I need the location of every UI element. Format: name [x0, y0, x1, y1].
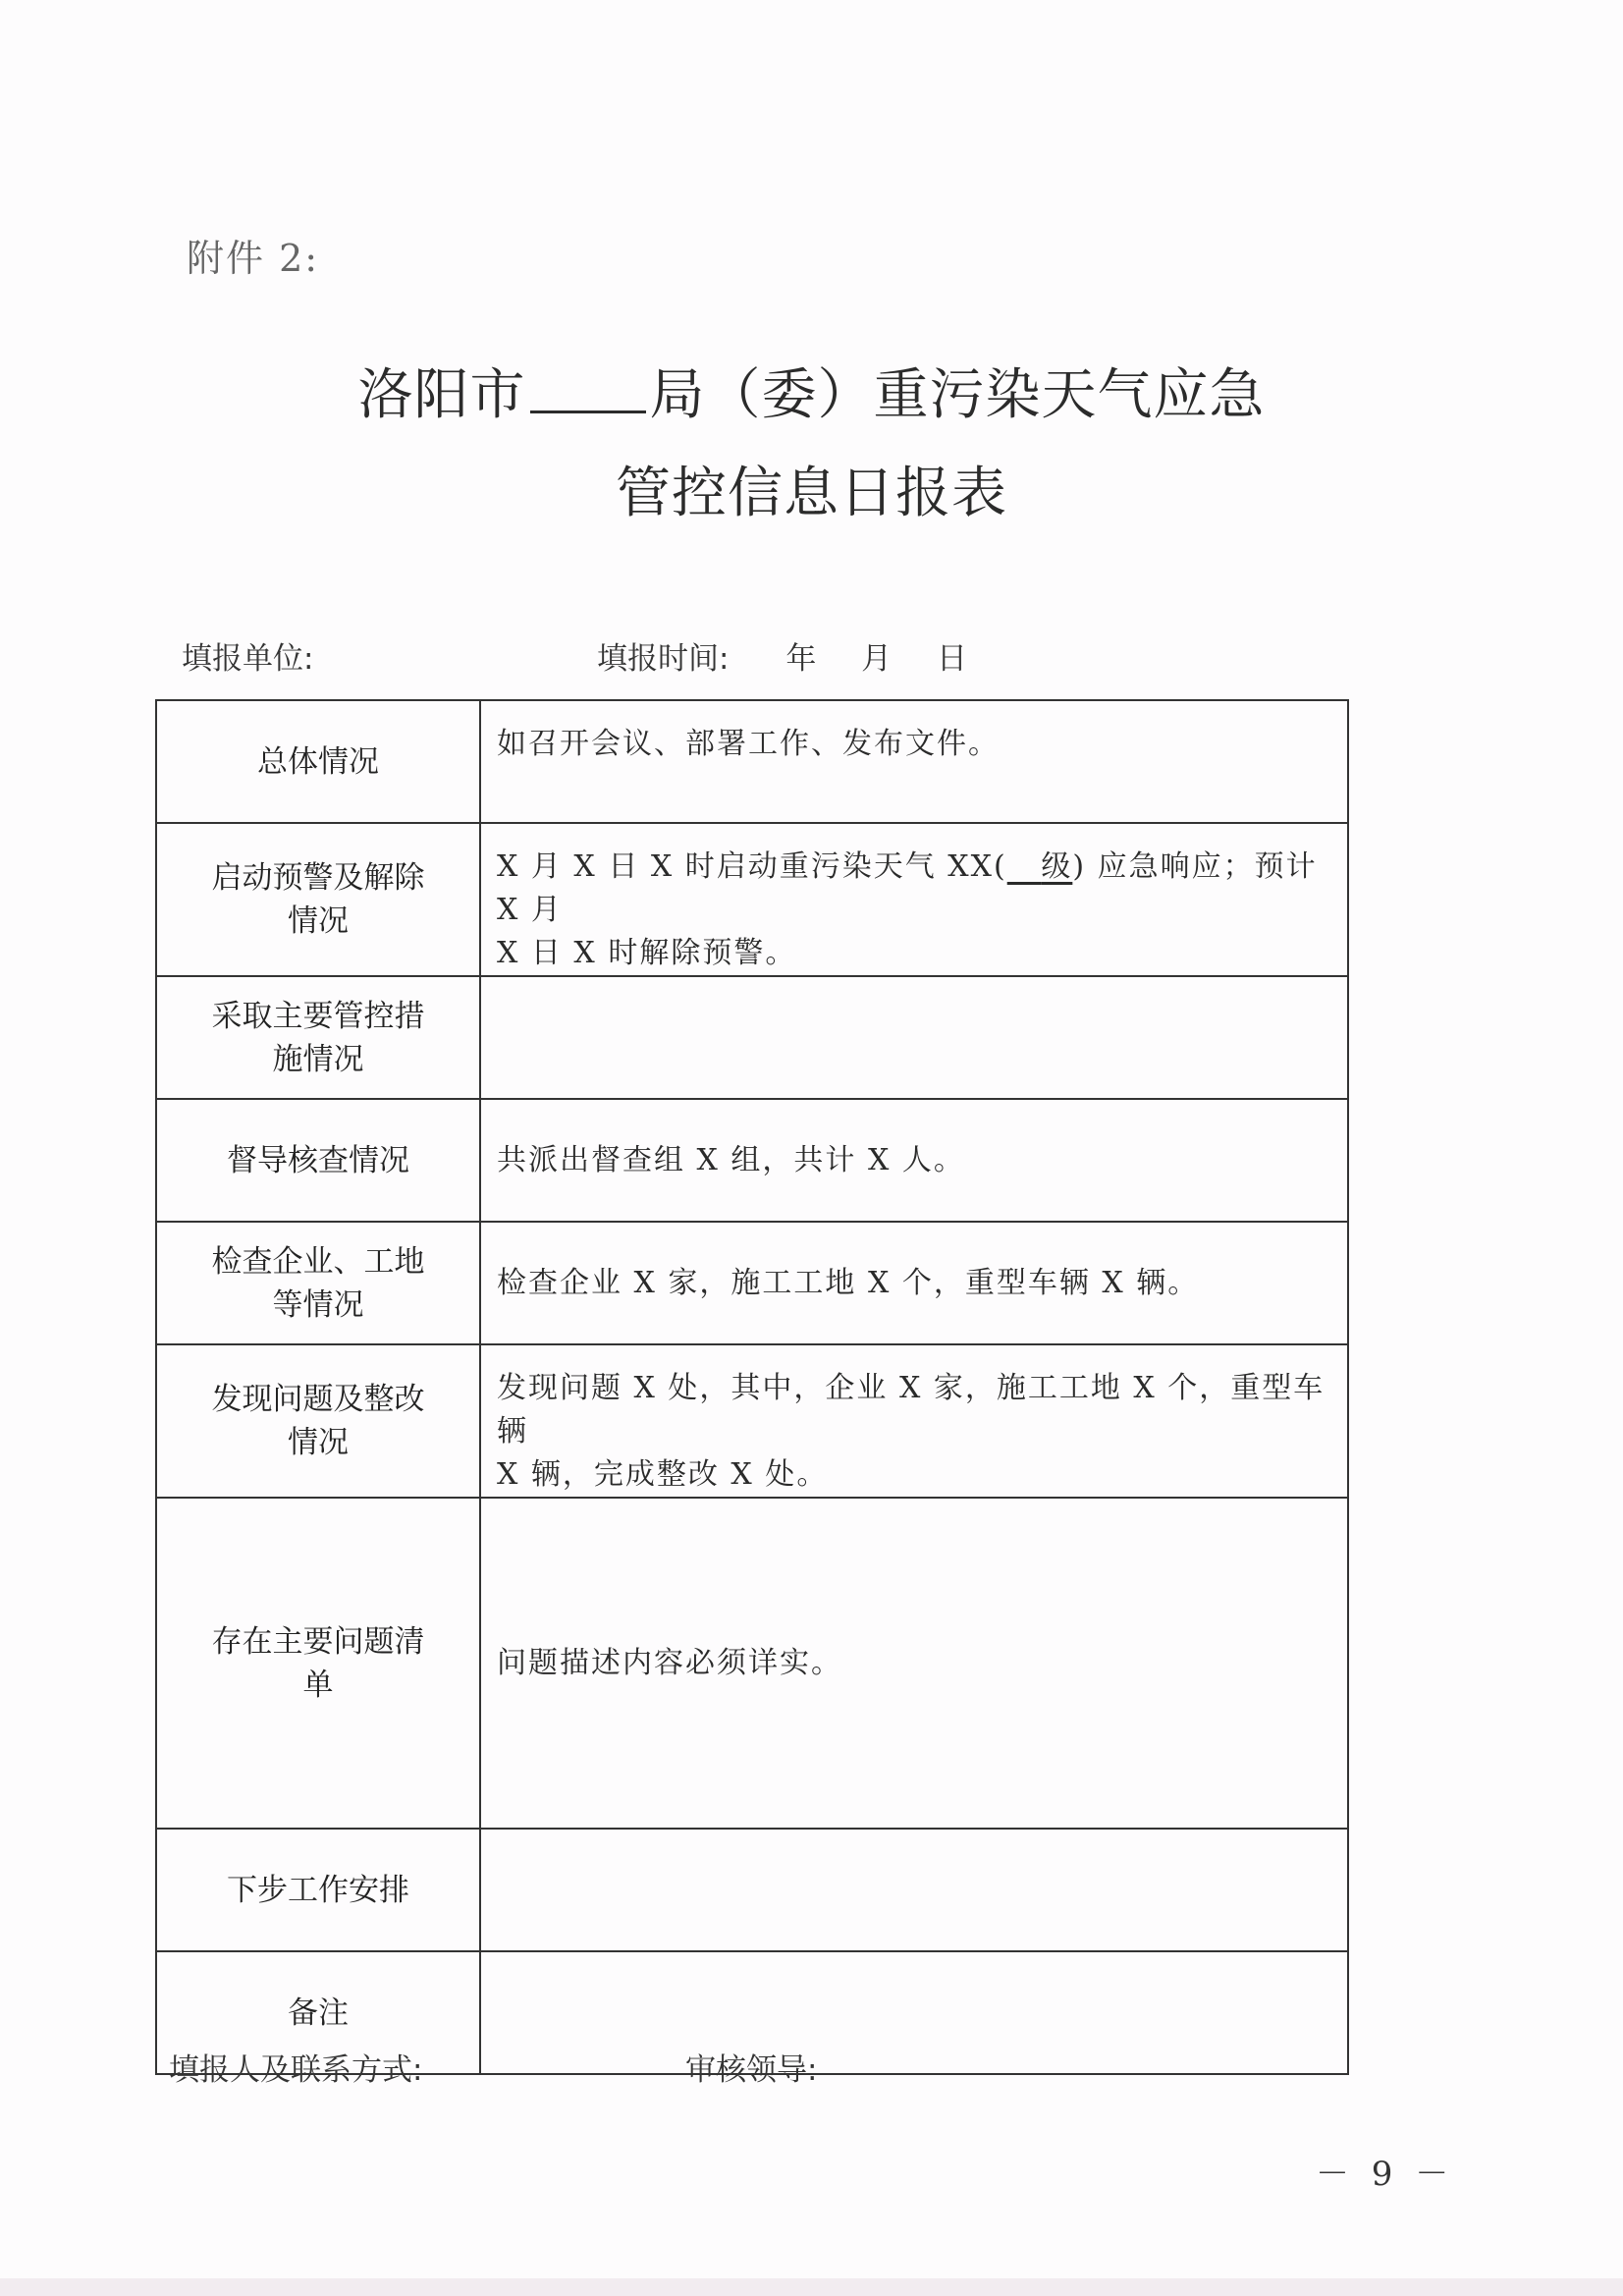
row-content: 如召开会议、部署工作、发布文件。	[480, 700, 1348, 823]
table-row-checks	[156, 1222, 1348, 1344]
day-label: 日	[937, 641, 968, 677]
title-blank-underline	[530, 371, 646, 413]
document-title-line-1	[0, 352, 1623, 430]
reporting-time	[597, 633, 967, 678]
row-content: 共派出督查组 X 组，共计 X 人。	[480, 1099, 1348, 1222]
row-label: 启动预警及解除 情况	[156, 823, 480, 976]
report-table	[155, 699, 1349, 2075]
table-row-overall	[156, 700, 1348, 823]
row-label: 备注	[156, 1951, 480, 2074]
reporting-date	[785, 641, 967, 677]
row-content	[480, 1951, 1348, 2074]
table-row-main-issues	[156, 1498, 1348, 1829]
title-suffix: 局（委）重污染天气应急	[649, 363, 1266, 427]
row-content: 问题描述内容必须详实。	[480, 1498, 1348, 1829]
reporting-time-label: 填报时间:	[597, 641, 730, 677]
row-label: 采取主要管控措 施情况	[156, 976, 480, 1099]
scan-edge-strip	[0, 2278, 1623, 2296]
row-content: 发现问题 X 处，其中，企业 X 家，施工工地 X 个，重型车辆 X 辆，完成整改 X 处。	[480, 1344, 1348, 1498]
year-label: 年	[785, 641, 817, 677]
row-content: X 月 X 日 X 时启动重污染天气 XX( 级) 应急响应；预计 X 月 X 日 X 时解除预警。	[480, 823, 1348, 976]
row-label: 下步工作安排	[156, 1829, 480, 1951]
page-number: － 9 －	[1316, 2155, 1455, 2194]
table-row-problems-found	[156, 1344, 1348, 1498]
row-label: 总体情况	[156, 700, 480, 823]
reviewing-leader-label: 审核领导:	[685, 2052, 818, 2088]
reporter-contact-label: 填报人及联系方式:	[169, 2052, 423, 2088]
row-label: 发现问题及整改 情况	[156, 1344, 480, 1498]
title-prefix: 洛阳市	[357, 363, 526, 427]
table-row-inspection	[156, 1099, 1348, 1222]
row-label: 督导核查情况	[156, 1099, 480, 1222]
row-content	[480, 976, 1348, 1099]
table-row-measures	[156, 976, 1348, 1099]
row-label: 检查企业、工地 等情况	[156, 1222, 480, 1344]
reporting-unit-label: 填报单位:	[182, 641, 314, 677]
table-row-next-steps	[156, 1829, 1348, 1951]
row-content	[480, 1829, 1348, 1951]
row-content: 检查企业 X 家，施工工地 X 个，重型车辆 X 辆。	[480, 1222, 1348, 1344]
row-label: 存在主要问题清 单	[156, 1498, 480, 1829]
month-label: 月	[861, 641, 893, 677]
alert-level-blank: 级	[1041, 849, 1073, 884]
attachment-label: 附件 2:	[187, 237, 320, 280]
document-title-line-2: 管控信息日报表	[616, 462, 1007, 525]
table-row-warning	[156, 823, 1348, 976]
